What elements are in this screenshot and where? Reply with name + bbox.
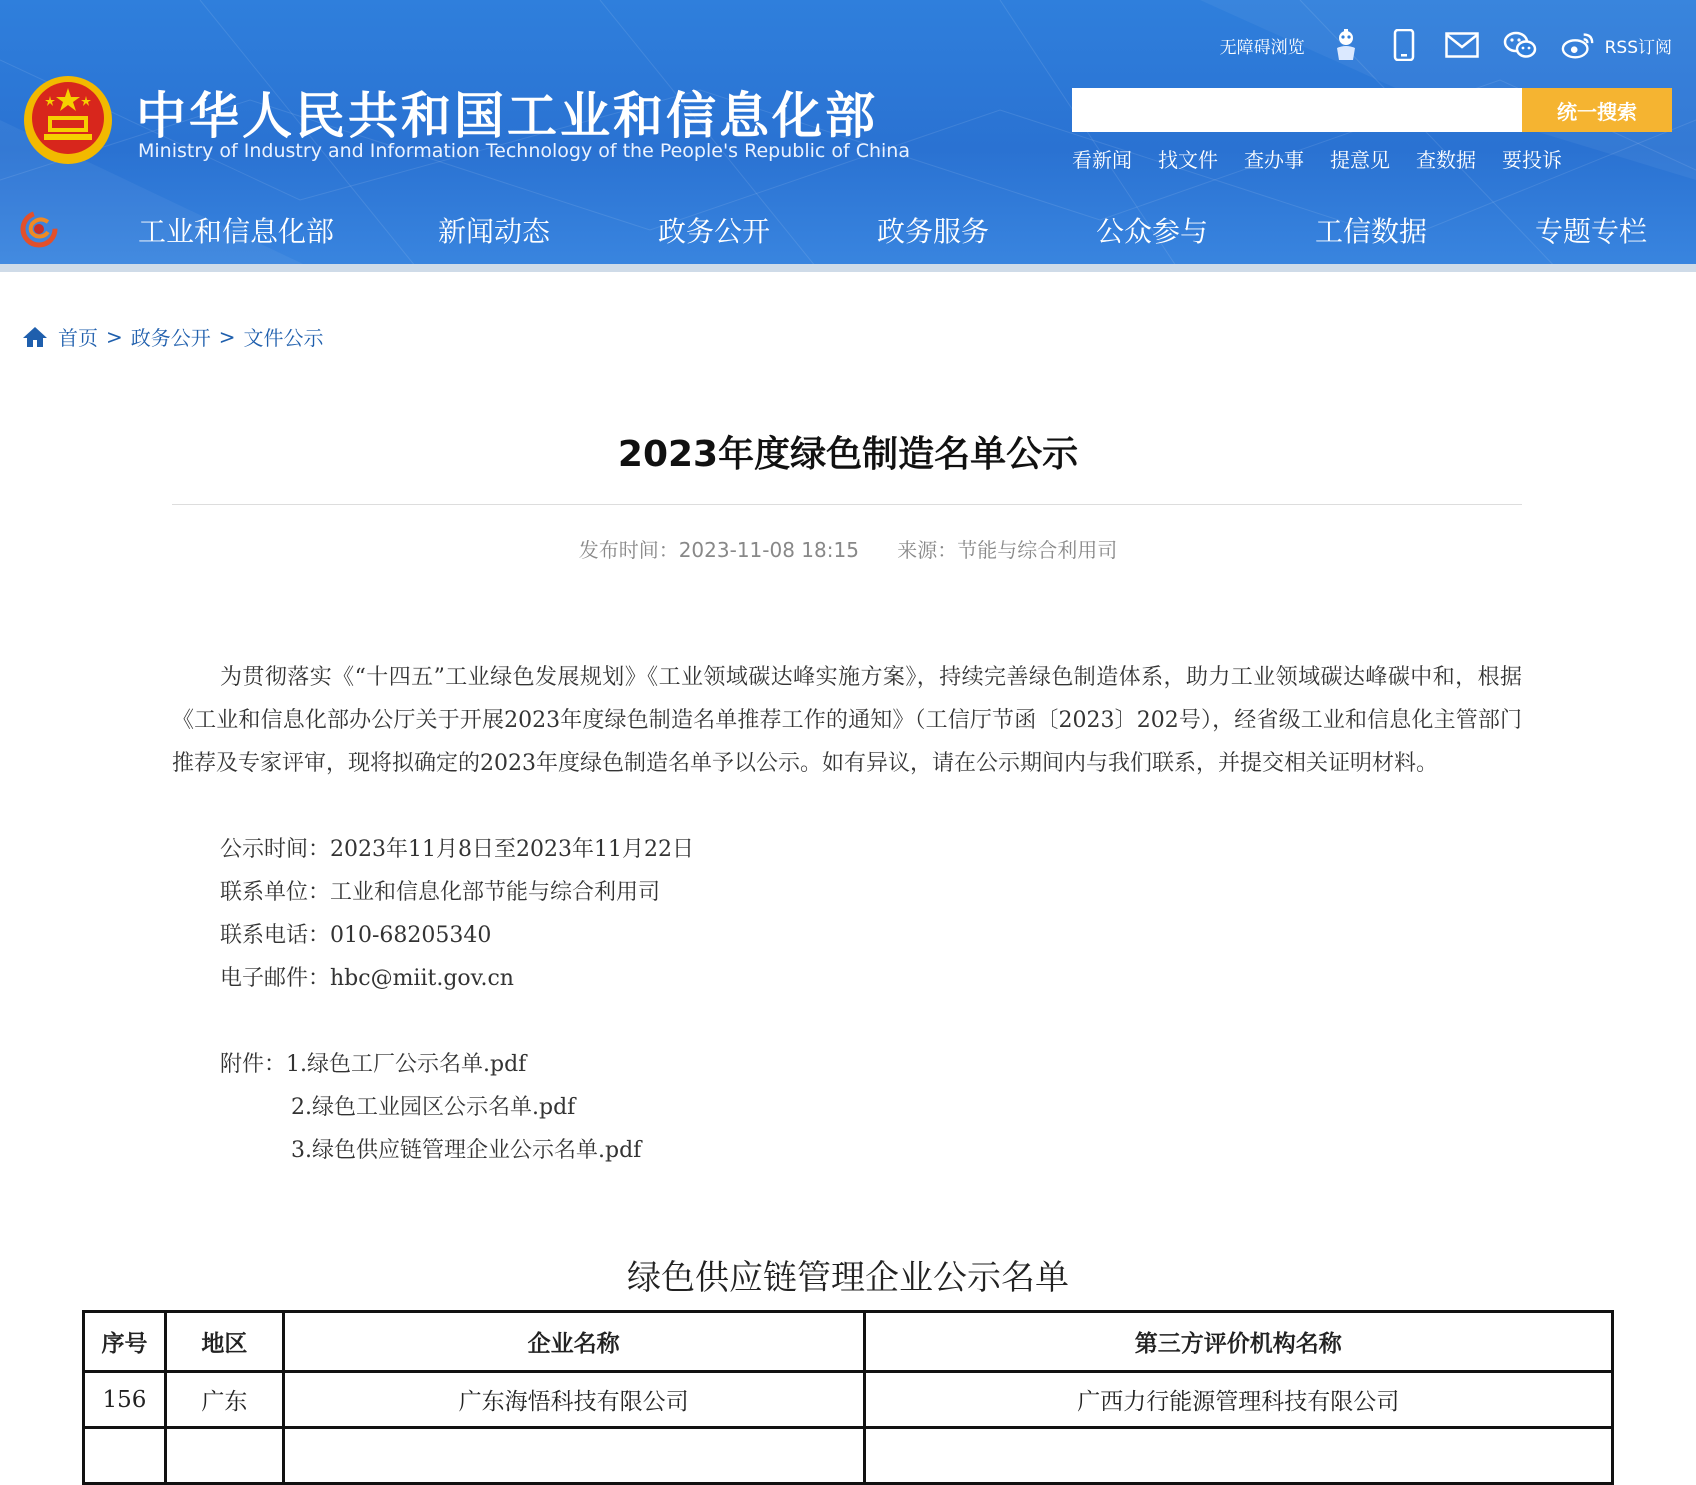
attachment-item — [220, 1043, 1522, 1086]
nav-item-public-participation[interactable]: 公众参与 — [1096, 215, 1209, 248]
article-source: 来源：节能与综合利用司 — [897, 538, 1118, 562]
cell-index: 156 — [84, 1372, 166, 1428]
national-emblem-icon[interactable] — [20, 72, 116, 168]
column-header-enterprise: 企业名称 — [283, 1312, 864, 1372]
attachment-label: 附件： — [220, 1052, 287, 1077]
quick-link-data[interactable]: 查数据 — [1416, 148, 1476, 172]
title-divider — [172, 504, 1522, 505]
attachment-link-park[interactable]: 2.绿色工业园区公示名单.pdf — [291, 1095, 576, 1120]
table-header-row — [84, 1312, 1613, 1372]
nav-item-news[interactable]: 新闻动态 — [438, 215, 551, 248]
search-input[interactable] — [1072, 88, 1522, 132]
breadcrumb-separator: > — [218, 324, 236, 349]
table-title: 绿色供应链管理企业公示名单 — [627, 1258, 1069, 1298]
cell-enterprise: 广东海悟科技有限公司 — [283, 1372, 864, 1428]
search-button[interactable]: 统一搜索 — [1522, 88, 1672, 132]
quick-links — [1072, 144, 1588, 173]
main-nav — [0, 204, 1696, 252]
breadcrumb — [22, 322, 324, 351]
mail-icon[interactable] — [1445, 28, 1479, 62]
cell-evaluator — [864, 1428, 1612, 1484]
column-header-region: 地区 — [165, 1312, 283, 1372]
cell-index — [84, 1428, 166, 1484]
robot-assistant-icon[interactable] — [1329, 28, 1363, 62]
contact-info — [172, 828, 1522, 1000]
table-row — [84, 1428, 1613, 1484]
article-title: 2023年度绿色制造名单公示 — [617, 434, 1079, 475]
search-bar — [1072, 88, 1672, 132]
cell-region: 广东 — [165, 1372, 283, 1428]
nav-item-government-affairs[interactable]: 政务公开 — [658, 215, 771, 248]
nav-item-data[interactable]: 工信数据 — [1315, 215, 1428, 248]
wechat-icon[interactable] — [1503, 28, 1537, 62]
site-title[interactable]: 中华人民共和国工业和信息化部 — [136, 87, 878, 145]
site-header — [0, 0, 1696, 272]
quick-link-feedback[interactable]: 提意见 — [1330, 148, 1390, 172]
table-row — [84, 1372, 1613, 1428]
header-divider — [0, 264, 1696, 272]
top-links — [1220, 28, 1672, 62]
breadcrumb-home[interactable]: 首页 — [58, 326, 98, 350]
cell-region — [165, 1428, 283, 1484]
attachment-link-factory[interactable]: 1.绿色工厂公示名单.pdf — [286, 1052, 527, 1077]
breadcrumb-separator: > — [106, 324, 123, 349]
breadcrumb-document-notice[interactable]: 文件公示 — [243, 326, 324, 350]
ministry-logo-icon[interactable] — [18, 208, 60, 250]
publish-time: 发布时间：2023-11-08 18:15 — [578, 538, 859, 562]
attachments — [172, 1043, 1522, 1172]
contact-phone: 联系电话：010-68205340 — [220, 923, 492, 948]
site-subtitle: Ministry of Industry and Information Technology of the People's Republic of China — [138, 140, 910, 162]
accessibility-link[interactable]: 无障碍浏览 — [1219, 37, 1305, 58]
mobile-icon[interactable] — [1387, 28, 1421, 62]
cell-enterprise — [283, 1428, 864, 1484]
quick-link-services[interactable]: 查办事 — [1244, 148, 1304, 172]
article-paragraph: 为贯彻落实《“十四五”工业绿色发展规划》《工业领域碳达峰实施方案》，持续完善绿色制造体系，助力工业领域碳达峰碳中和，根据《工业和信息化部办公厅关于开展2023年度绿色制造名单推荐工作的通知》（工信厅节函〔2023〕202号），经省级工业和信息化主管部门推荐及专家评审，现将拟确定的2023年度绿色制造名单予以公示。如有异议，请在公示期间内与我们联系，并提交相关证明材料。 — [172, 665, 1522, 776]
nav-item-government-services[interactable]: 政务服务 — [877, 215, 990, 248]
enterprise-table — [82, 1310, 1614, 1485]
breadcrumb-government-affairs[interactable]: 政务公开 — [130, 326, 211, 350]
home-icon[interactable] — [22, 325, 48, 349]
column-header-index: 序号 — [84, 1312, 166, 1372]
contact-email: 电子邮件：hbc@miit.gov.cn — [220, 966, 514, 991]
contact-unit: 联系单位：工业和信息化部节能与综合利用司 — [220, 880, 661, 905]
weibo-icon[interactable] — [1561, 28, 1595, 62]
quick-link-documents[interactable]: 找文件 — [1158, 148, 1218, 172]
nav-item-topics[interactable]: 专题专栏 — [1535, 215, 1648, 248]
rss-link[interactable]: RSS订阅 — [1604, 37, 1672, 58]
quick-link-complaint[interactable]: 要投诉 — [1502, 148, 1562, 172]
cell-evaluator: 广西力行能源管理科技有限公司 — [864, 1372, 1612, 1428]
attachment-link-supply-chain[interactable]: 3.绿色供应链管理企业公示名单.pdf — [291, 1138, 642, 1163]
nav-item-ministry[interactable]: 工业和信息化部 — [138, 215, 335, 248]
column-header-evaluator: 第三方评价机构名称 — [864, 1312, 1612, 1372]
notice-period: 公示时间：2023年11月8日至2023年11月22日 — [220, 837, 694, 862]
article-content — [172, 656, 1522, 1172]
article-meta — [0, 534, 1696, 563]
quick-link-news[interactable]: 看新闻 — [1072, 148, 1132, 172]
